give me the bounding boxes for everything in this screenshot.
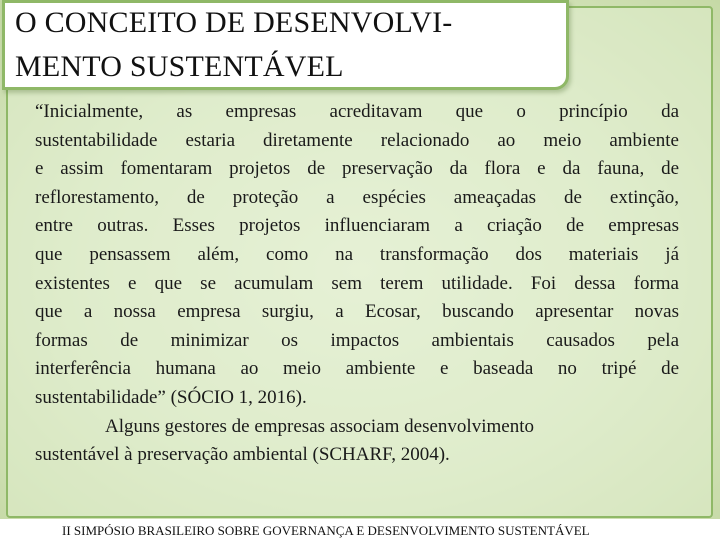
footer-text: II SIMPÓSIO BRASILEIRO SOBRE GOVERNANÇA E DESENVOLVIMENTO SUSTENTÁVEL [62,523,590,538]
body-line: e assim fomentaram projetos de preservação da flora e da fauna, de [35,158,679,180]
slide-title-line-2: MENTO SUSTENTÁVEL [15,50,344,83]
body-line: interferência humana ao meio ambiente e baseada no tripé de [35,358,679,380]
body-line: existentes e que se acumulam sem terem utilidade. Foi dessa forma [35,272,679,294]
body-line: Alguns gestores de empresas associam desenvolvimento [105,415,534,437]
body-line: entre outras. Esses projetos influenciaram a criação de empresas [35,215,679,237]
body-line: que pensassem além, como na transformação dos materiais já [35,243,679,265]
body-line: reflorestamento, de proteção a espécies ameaçadas de extinção, [35,186,679,208]
body-line: “Inicialmente, as empresas acreditavam que o princípio da [35,101,679,122]
body-line: formas de minimizar os impactos ambientais causados pela [35,329,679,351]
footer-bar [0,519,720,540]
slide-title-line-1: O CONCEITO DE DESENVOLVI- [15,6,453,39]
body-line: sustentabilidade estaria diretamente relacionado ao meio ambiente [35,129,679,151]
title-box [2,0,569,90]
body-line: sustentabilidade” (SÓCIO 1, 2016). [35,386,307,408]
body-line: sustentável à preservação ambiental (SCHARF, 2004). [35,444,450,466]
body-text [35,98,679,470]
body-line: que a nossa empresa surgiu, a Ecosar, buscando apresentar novas [35,301,679,323]
